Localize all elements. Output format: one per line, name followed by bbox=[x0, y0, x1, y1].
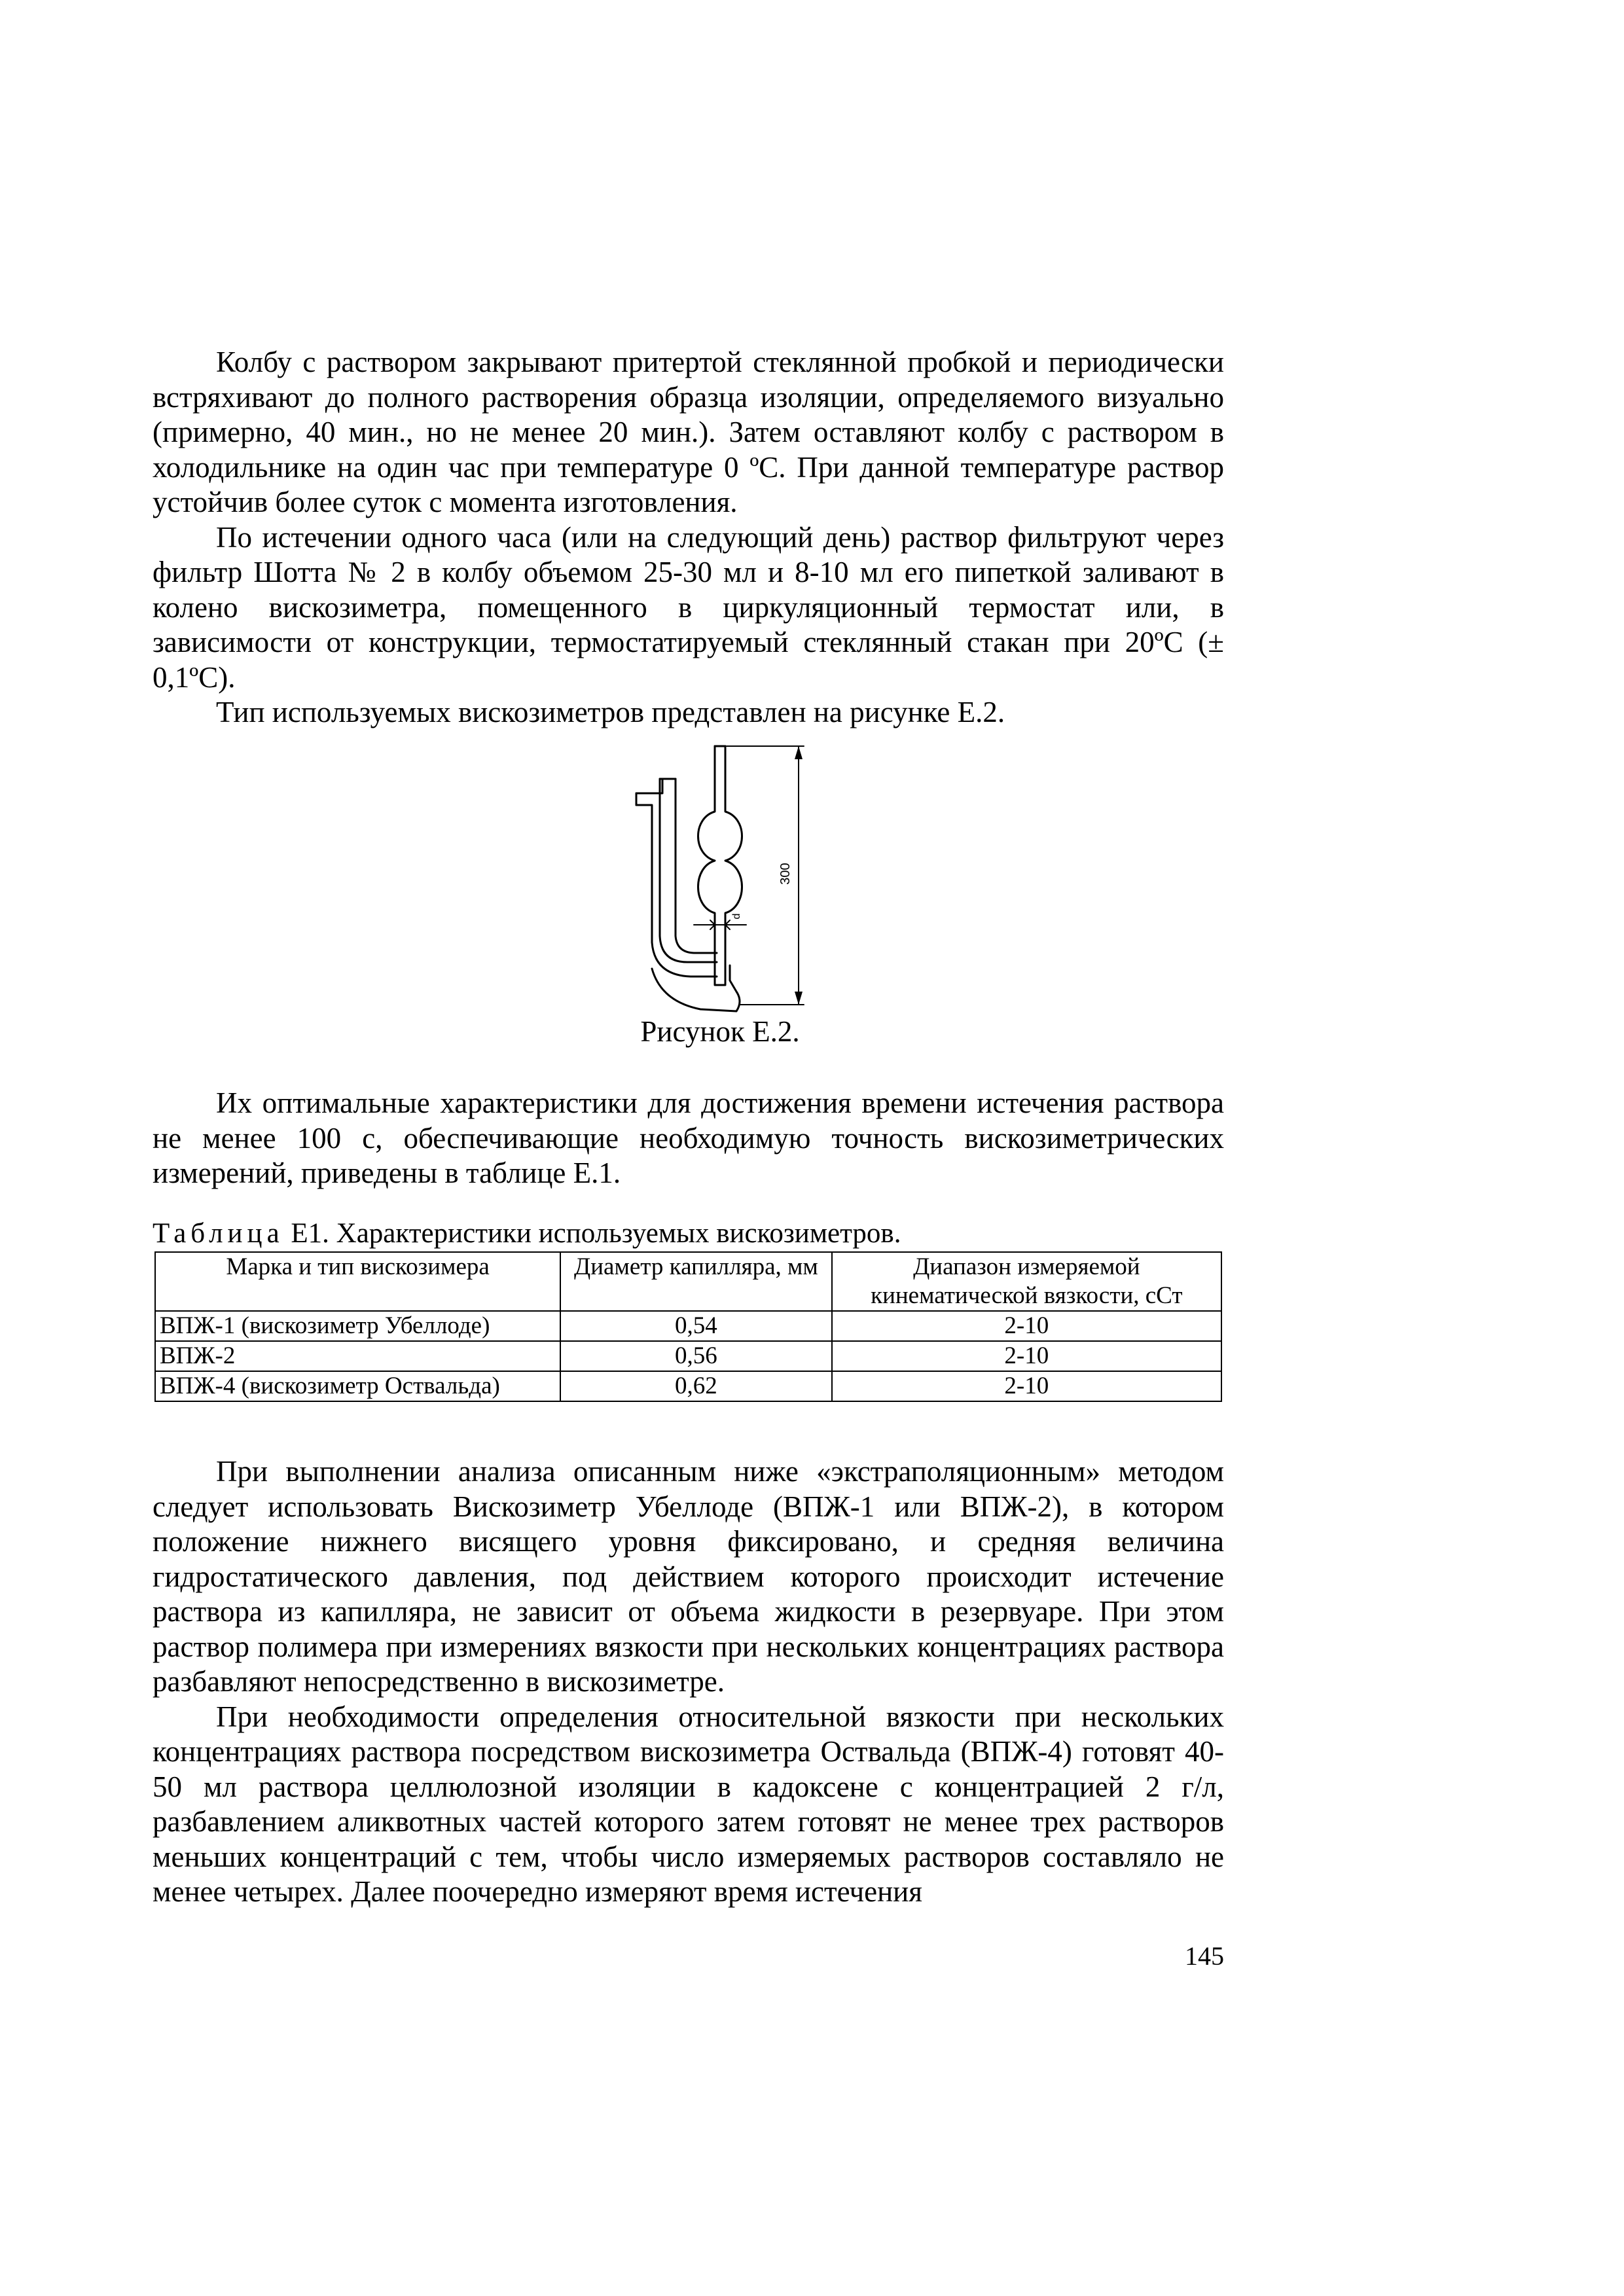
viscometer-table bbox=[154, 1251, 1222, 1402]
table-header-row bbox=[155, 1252, 1221, 1311]
table-row bbox=[155, 1341, 1221, 1371]
table-cell: 2-10 bbox=[832, 1341, 1221, 1371]
measuring-tube-left bbox=[698, 746, 715, 975]
text-section-top bbox=[153, 345, 1224, 730]
table-cell: 0,54 bbox=[560, 1311, 832, 1341]
text-section-mid bbox=[153, 1086, 1224, 1191]
paragraph: При выполнении анализа описанным ниже «экстраполяционным» методом следует использовать Вискозиметр Убеллоде (ВПЖ-1 или ВПЖ-2), в котором положение нижнего висящего уровня фиксировано, и средняя величина гидростатического давления, под действием которого происходит истечение раствора из капилляра, не зависит от объема жидкости в резервуаре. При этом раствор полимера при измерениях вязкости при нескольких концентрациях раствора разбавляют непосредственно в вискозиметре. bbox=[153, 1455, 1224, 1698]
measuring-tube-right bbox=[725, 746, 742, 975]
paragraph: Их оптимальные характеристики для достижения времени истечения раствора не менее 100 с, обеспечивающие необходимую точность вискозиметрических измерений, приведены в таблице Е.1. bbox=[153, 1086, 1224, 1189]
table-cell: 0,62 bbox=[560, 1371, 832, 1401]
table-title-prefix: Таблица bbox=[153, 1218, 284, 1249]
diameter-label: d bbox=[731, 913, 742, 920]
table-cell: 2-10 bbox=[832, 1371, 1221, 1401]
table-header-cell: Марка и тип вискозимера bbox=[155, 1252, 560, 1311]
paragraph: При необходимости определения относительной вязкости при нескольких концентрациях раствора посредством вискозиметра Оствальда (ВПЖ-4) готовят 40-50 мл раствора целлюлозной изоляции в кадоксене с концентрацией 2 г/л, разбавлением аликвотных частей которого затем готовят не менее трех растворов меньших концентраций с тем, чтобы число измеряемых растворов составляло не менее четырех. Далее поочередно измеряют время истечения bbox=[153, 1700, 1224, 1908]
table-cell: ВПЖ-1 (вискозиметр Убеллоде) bbox=[155, 1311, 560, 1341]
table-cell: 2-10 bbox=[832, 1311, 1221, 1341]
reservoir bbox=[652, 965, 740, 1011]
height-arrow-top bbox=[795, 746, 803, 759]
paragraph: По истечении одного часа (или на следующий день) раствор фильтруют через фильтр Шотта № 2 в колбу объемом 25-30 мл и 8-10 мл его пипеткой заливают в колено вискозиметра, помещенного в циркуляционный термостат или, в зависимости от конструкции, термостатируемый стеклянный стакан при 20ºС (± 0,1ºС). bbox=[153, 520, 1224, 694]
page-number: 145 bbox=[1185, 1941, 1224, 1971]
viscometer-figure bbox=[622, 740, 818, 1014]
table-header-cell: Диапазон измеряемой кинематической вязкости, сСт bbox=[832, 1252, 1221, 1311]
height-arrow-bottom bbox=[795, 992, 803, 1005]
paragraph: Колбу с раствором закрывают притертой стеклянной пробкой и периодически встряхивают до полного растворения образца изоляции, определяемого визуально (примерно, 40 мин., но не менее 20 мин.). Затем оставляют колбу с раствором в холодильнике на один час при температуре 0 ºС. При данной температуре раствор устойчив более суток с момента изготовления. bbox=[153, 346, 1224, 518]
table-cell: ВПЖ-4 (вискозиметр Оствальда) bbox=[155, 1371, 560, 1401]
paragraph: Тип используемых вискозиметров представлен на рисунке Е.2. bbox=[216, 696, 1005, 728]
text-section-bottom bbox=[153, 1454, 1224, 1910]
table-row bbox=[155, 1371, 1221, 1401]
table-title bbox=[153, 1217, 901, 1249]
middle-tube bbox=[676, 779, 717, 953]
table-cell: ВПЖ-2 bbox=[155, 1341, 560, 1371]
table-header-cell: Диаметр капилляра, мм bbox=[560, 1252, 832, 1311]
table-title-rest: Е1. Характеристики используемых вискозиметров. bbox=[283, 1218, 901, 1249]
table-row bbox=[155, 1311, 1221, 1341]
table-cell: 0,56 bbox=[560, 1341, 832, 1371]
figure-caption: Рисунок Е.2. bbox=[640, 1015, 800, 1048]
height-label: 300 bbox=[778, 863, 793, 885]
